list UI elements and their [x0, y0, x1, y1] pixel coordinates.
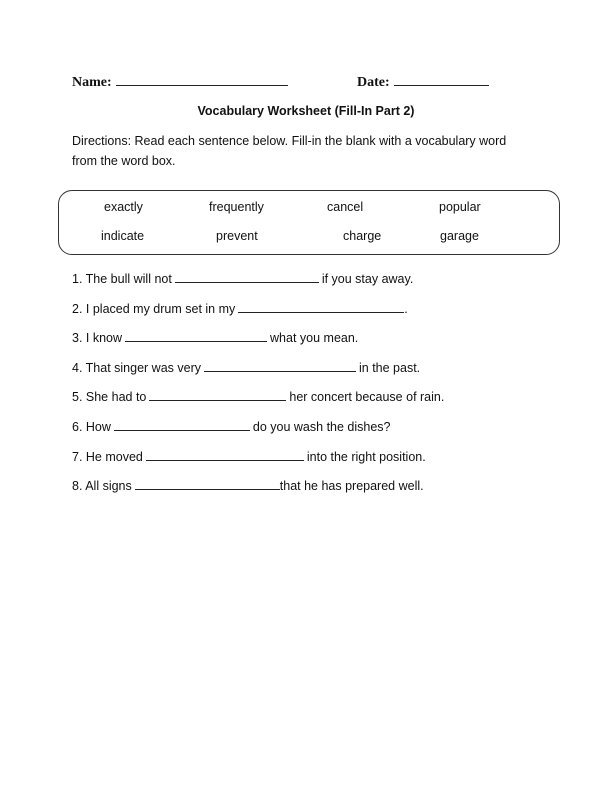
date-input-line[interactable] — [394, 72, 489, 86]
sentence-item — [72, 388, 444, 418]
sentence-text: what you mean. — [270, 331, 359, 346]
word-box-word: garage — [440, 229, 479, 243]
word-box-word: prevent — [216, 229, 258, 243]
answer-blank[interactable] — [149, 388, 286, 401]
sentence-item — [72, 477, 444, 507]
sentence-text: 5. She had to — [72, 390, 147, 405]
sentence-text: in the past. — [359, 360, 421, 375]
answer-blank[interactable] — [146, 448, 304, 461]
answer-blank[interactable] — [204, 359, 356, 372]
word-box-word: charge — [343, 229, 382, 243]
name-field — [72, 72, 288, 91]
name-label: Name: — [72, 75, 112, 90]
sentence-list — [72, 270, 444, 507]
sentence-text: if you stay away. — [321, 272, 414, 286]
sentence-text: her concert because of rain. — [289, 390, 445, 405]
date-label: Date: — [357, 75, 390, 90]
directions-text: Directions: Read each sentence below. Fill-in the blank with a vocabulary word from the word box. — [72, 134, 507, 168]
word-box-word: exactly — [104, 200, 143, 214]
sentence-text: . — [404, 301, 408, 316]
sentence-item — [72, 418, 444, 448]
sentence-text: 2. I placed my drum set in my — [72, 301, 236, 316]
sentence-text: 3. I know — [72, 331, 123, 346]
answer-blank[interactable] — [238, 300, 404, 313]
sentence-text: that he has prepared well. — [279, 479, 424, 494]
word-box-word: popular — [439, 200, 481, 214]
sentence-item — [72, 270, 444, 300]
worksheet-title: Vocabulary Worksheet (Fill-In Part 2) — [197, 104, 415, 118]
sentence-text: 1. The bull will not — [72, 272, 172, 286]
date-field — [357, 72, 489, 91]
sentence-item — [72, 329, 444, 359]
sentence-item — [72, 300, 444, 330]
sentence-text: do you wash the dishes? — [252, 419, 391, 434]
word-box-word: frequently — [209, 200, 264, 214]
answer-blank[interactable] — [114, 418, 250, 431]
sentence-text: 4. That singer was very — [72, 360, 201, 375]
sentence-text: 8. All signs — [72, 479, 132, 494]
sentence-text: 6. How — [72, 419, 111, 434]
name-input-line[interactable] — [116, 72, 288, 86]
word-box — [58, 190, 560, 255]
answer-blank[interactable] — [135, 477, 280, 490]
word-box-word: indicate — [101, 229, 145, 243]
sentence-item — [72, 359, 444, 389]
sentence-item — [72, 448, 444, 478]
word-box-word: cancel — [327, 200, 364, 214]
sentence-text: into the right position. — [306, 449, 426, 464]
answer-blank[interactable] — [125, 329, 267, 342]
answer-blank[interactable] — [175, 270, 319, 283]
sentence-text: 7. He moved — [72, 449, 143, 464]
